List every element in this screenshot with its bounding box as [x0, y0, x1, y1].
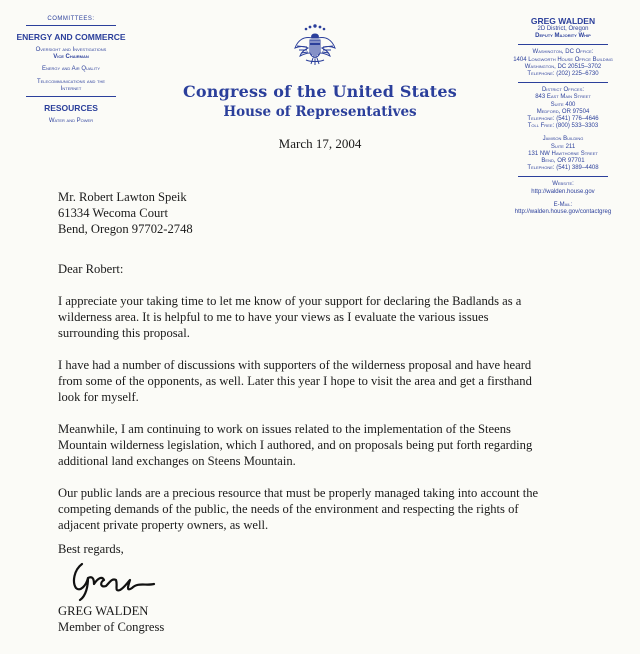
- medford-tollfree: Toll Free: (800) 533–3303: [527, 123, 599, 130]
- bend-phone: Telephone: (541) 389–4408: [527, 165, 599, 172]
- dc-office-line2: Washington, DC 20515–3702: [524, 63, 602, 70]
- vice-chairman-label: Vice Chairman: [53, 54, 89, 60]
- paragraph-1-line-1: I appreciate your taking time to let me know of your support for declaring the Badlands as a: [58, 294, 522, 308]
- committee-energy-commerce: ENERGY AND COMMERCE: [16, 32, 126, 42]
- committees-column: [8, 16, 134, 125]
- medford-line1: 843 East Main Street: [535, 94, 591, 101]
- paragraph-4-line-3: adjacent private property owners, as well.: [58, 518, 269, 532]
- signer-block: [58, 603, 164, 635]
- paragraph-4-line-2: competing demands of the public, the needs of the environment and respecting the rights of: [58, 502, 519, 516]
- paragraph-2-line-1: I have had a number of discussions with supporters of the wilderness proposal and have heard: [58, 358, 532, 372]
- medford-line3: Medford, OR 97504: [536, 108, 590, 115]
- subcommittee-water-power: Water and Power: [48, 118, 94, 124]
- info-divider: [518, 44, 608, 45]
- medford-line2: Suite 400: [550, 101, 576, 108]
- recipient-street: 61334 Wecoma Court: [58, 206, 168, 220]
- committee-resources: RESOURCES: [44, 103, 98, 113]
- closing: Best regards,: [58, 542, 124, 556]
- medford-phone: Telephone: (541) 776–4646: [527, 116, 599, 123]
- recipient-address: [58, 189, 193, 237]
- letter-body: [58, 261, 618, 549]
- signature-icon: [68, 556, 160, 602]
- dc-office-label: Washington, DC Office:: [532, 49, 594, 56]
- committees-heading: COMMITTEES:: [47, 16, 95, 22]
- letter-date: March 17, 2004: [278, 136, 362, 151]
- letterhead-subtitle: House of Representatives: [223, 104, 417, 120]
- paragraph-2: [58, 357, 618, 405]
- paragraph-2-line-3: look for myself.: [58, 390, 139, 404]
- bend-line1: Jamison Building: [542, 136, 584, 143]
- email-label: E-Mail:: [553, 201, 573, 208]
- committees-divider-2: [26, 96, 116, 97]
- recipient-city: Bend, Oregon 97702-2748: [58, 222, 193, 236]
- paragraph-1-line-3: surrounding this proposal.: [58, 326, 190, 340]
- member-role: Deputy Majority Whip: [535, 33, 591, 40]
- paragraph-1-line-2: wilderness area. It is helpful to me to have your views as I evaluate the various issues: [58, 310, 489, 324]
- member-district: 2D District, Oregon: [537, 26, 589, 32]
- subcommittee-telecom-line2: Internet: [60, 86, 82, 92]
- paragraph-2-line-2: from some of the opponents, as well. Later this year I hope to visit the area and get a firsthand: [58, 374, 532, 388]
- signer-title: Member of Congress: [58, 620, 165, 634]
- bend-line4: Bend, OR 97701: [541, 158, 585, 165]
- member-name: GREG WALDEN: [530, 16, 596, 26]
- dc-office-line1: 1404 Longworth House Office Building: [513, 56, 613, 63]
- info-divider-3: [518, 176, 608, 177]
- website-link[interactable]: http://walden.house.gov: [531, 188, 595, 195]
- paragraph-3-line-1: Meanwhile, I am continuing to work on issues related to the implementation of the Steens: [58, 422, 511, 436]
- dc-office-phone: Telephone: (202) 225–6730: [527, 71, 599, 78]
- subcommittee-telecom-line1: Telecommunications and the: [36, 79, 106, 85]
- subcommittee-energy-air: Energy and Air Quality: [41, 66, 100, 72]
- paragraph-4-line-1: Our public lands are a precious resource that must be properly managed taking into account the: [58, 486, 539, 500]
- website-label: Website:: [552, 181, 574, 188]
- info-divider-2: [518, 82, 608, 83]
- eagle-seal-icon: [292, 20, 338, 70]
- member-info-column: [488, 16, 638, 216]
- bend-line2: Suite 211: [550, 143, 576, 150]
- salutation: Dear Robert:: [58, 262, 124, 276]
- paragraph-3: [58, 421, 618, 469]
- email-link[interactable]: http://walden.house.gov/contactgreg: [514, 209, 612, 216]
- paragraph-4: [58, 485, 618, 533]
- committees-divider: [26, 25, 116, 26]
- paragraph-1: [58, 293, 618, 341]
- paragraph-3-line-3: additional land exchanges on Steens Mountain.: [58, 454, 296, 468]
- subcommittee-oversight: Oversight and Investigations: [35, 47, 107, 53]
- bend-line3: 131 NW Hawthorne Street: [528, 150, 598, 157]
- signer-name: GREG WALDEN: [58, 604, 149, 618]
- district-offices-label: District Offices:: [541, 87, 585, 94]
- paragraph-3-line-2: Mountain wilderness legislation, which I authored, and on proposals being put forth regarding: [58, 438, 533, 452]
- letterhead-title: Congress of the United States: [182, 82, 457, 101]
- recipient-name: Mr. Robert Lawton Speik: [58, 190, 187, 204]
